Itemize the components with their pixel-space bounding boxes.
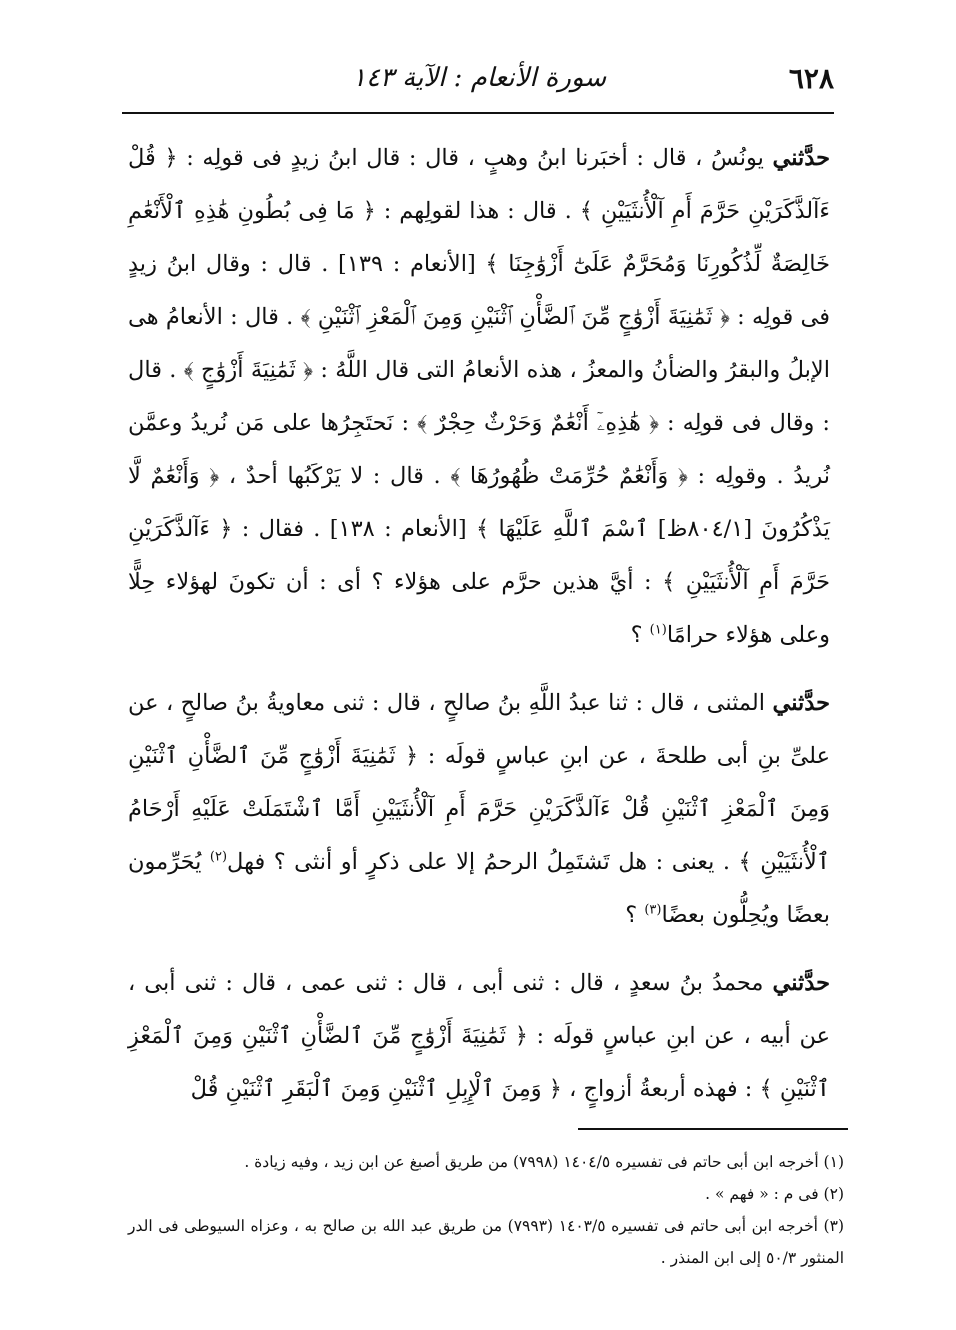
quran-quote: ﴿ ءَآلذَّكَرَيْنِ حَرَّمَ أَمِ آلْأُنثَيَيْنِ ﴾: [128, 516, 831, 595]
quran-quote: ﴿ ثَمَٰنِيَةَ أَزْوَٰجٍ ﴾: [183, 357, 314, 383]
narration-paragraph: [128, 132, 830, 662]
body-text-segment: : أيَّ هذين حرَّم على هؤلاء ؟ أى : أن تكونَ لهؤلاء حِلًّا وعلى هؤلاء حرامًا: [128, 569, 830, 648]
footnote-3: (٣) أخرجه ابن أبى حاتم فى تفسيره ١٤٠٣/٥ (٧٩٩٣) من طريق عبد الله بن صالح به ، وعزاه السيوطى فى الدر المنثور ٥٠/٣ إلى ابن المنذر .: [128, 1217, 844, 1267]
body-text-segment: . قال : لا يَرْكَبُها أحدٌ ،: [219, 463, 451, 489]
body-text-segment: ؟: [625, 902, 645, 928]
footnote-reference: (٣): [644, 902, 662, 918]
narration-lead: حدَّثني: [772, 970, 830, 996]
narration-paragraph: [128, 677, 830, 942]
body-text-segment: محمدُ بنُ سعدٍ ، قال : ثنى أبى ، قال : ثنى عمى ، قال : ثنى أبى ، عن أبيه ، عن ابنِ عباسٍ قولَه :: [128, 970, 830, 1049]
page-number: ٦٢٨: [788, 61, 834, 95]
body-text-segment: [٨٠٤/١ظ]: [648, 516, 762, 542]
quran-quote: ﴿ ثَمَٰنِيَةَ أَزْوَٰجٍ مِّنَ ٱلضَّأْنِ ٱثْنَيْنِ وَمِنَ ٱلْمَعْزِ ٱثْنَيْنِ ﴾: [300, 304, 730, 330]
body-text-segment: يونُسُ ، قال : أخبَرنا ابنُ وهبٍ ، قال : قال ابنُ زيدٍ فى قولِه :: [177, 145, 773, 171]
body-text-segment: المثنى ، قال : ثنا عبدُ اللَّهِ بنُ صالحٍ ، قال : ثنى معاويةُ بنُ صالحٍ ، عن علىِّ بنِ أبى طلحةَ ، عن ابنِ عباسٍ قولَه :: [128, 690, 831, 769]
quran-quote: ﴿ هَٰذِهِۦٓ أَنْعَٰمٌ وَحَرْثٌ حِجْرٌ ﴾: [417, 410, 659, 436]
footnote-reference: (٢): [209, 849, 228, 865]
narration-lead: حدَّثني: [772, 145, 830, 171]
quran-quote: ﴿ وَمِنَ ٱلْإِبِلِ ٱثْنَيْنِ وَمِنَ ٱلْبَقَرِ ٱثْنَيْنِ قُلْ: [190, 1076, 562, 1102]
body-text-segment: . يعنى : هل تَشتَمِلُ الرحمُ إلا على ذكرٍ أو أنثى ؟ فهل: [227, 849, 739, 875]
quran-quote: ﴿ وَأَنْعَٰمٌ حُرِّمَتْ ظُهُورُهَا ﴾: [450, 463, 688, 489]
quran-quote: ﴿ قُلْ ءَآلذَّكَرَيْنِ حَرَّمَ أَمِ آلْأُنثَيَيْنِ ﴾: [128, 145, 830, 224]
footnote-reference: (١): [649, 622, 667, 638]
footnote-2: (٢) فى م : « فهم » .: [705, 1185, 844, 1203]
quran-quote: ﴿ ثَمَٰنِيَةَ أَزْوَٰجٍ مِّنَ ٱلضَّأْنِ ٱثْنَيْنِ وَمِنَ ٱلْمَعْزِ ٱثْنَيْنِ ﴾: [128, 1023, 830, 1102]
footnote-rule: [578, 1128, 848, 1130]
body-text-segment: : فهذه أربعةُ أزواجٍ ،: [561, 1076, 760, 1102]
quran-quote: ﴿ مَا فِى بُطُونِ هَٰذِهِ ٱلْأَنْعَٰمِ خَالِصَةٌ لِّذُكُورِنَا وَمُحَرَّمٌ عَلَىٰٓ أَزْوَٰجِنَا ﴾: [128, 198, 830, 277]
narration-lead: حدَّثني: [772, 690, 830, 716]
footnote-1: (١) أخرجه ابن أبى حاتم فى تفسيره ١٤٠٤/٥ (٧٩٩٨) من طريق أصبغ عن ابن زيد ، وفيه زيادة .: [244, 1153, 844, 1171]
footnotes: [128, 1146, 844, 1274]
body-text-segment: ؟: [630, 622, 650, 648]
body-text: [128, 132, 830, 1131]
quran-quote: ﴿ وَأَنْعَٰمٌ لَّا يَذْكُرُونَ: [128, 463, 830, 542]
narration-paragraph: [128, 957, 830, 1116]
body-text-segment: يُحَرِّمون بعضًا ويُحِلُّون بعضًا: [128, 849, 830, 928]
body-text-segment: . قال : هذا لقولِهم :: [375, 198, 580, 224]
quran-quote: ﴿ ثَمَٰنِيَةَ أَزْوَٰجٍ مِّنَ ٱلضَّأْنِ ٱثْنَيْنِ وَمِنَ ٱلْمَعْزِ ٱثْنَيْنِ قُلْ ءَآلذَّكَرَيْنِ حَرَّمَ أَمِ آلْأُنثَيَيْنِ أَمَّا ٱشْتَمَلَتْ عَلَيْهِ أَرْحَامُ ٱلْأُنثَيَيْنِ ﴾: [128, 743, 830, 875]
body-text-segment: [الأنعام : ١٣٨] . فقال :: [232, 516, 476, 542]
page-header: [122, 54, 834, 102]
header-rule: [122, 112, 834, 114]
quran-quote: ٱسْمَ ٱللَّهِ عَلَيْهَا ﴾: [476, 516, 649, 542]
body-text-segment: [الأنعام : ١٣٩] . قال : وقال ابنُ زيدٍ فى قولِه :: [128, 251, 831, 330]
running-title: سورة الأنعام : الآية ١٤٣: [352, 63, 607, 93]
body-text-segment: . قال : الأنعامُ هى الإبلُ والبقرُ والضأنُ والمعزُ ، هذه الأنعامُ التى قال اللَّهُ :: [128, 304, 830, 383]
body-text-segment: : نَحتَجِرُها على مَن نُريدُ وعمَّن نُريدُ . وقولِه :: [128, 410, 830, 489]
body-text-segment: . قال : وقال فى قولِه :: [128, 357, 830, 436]
